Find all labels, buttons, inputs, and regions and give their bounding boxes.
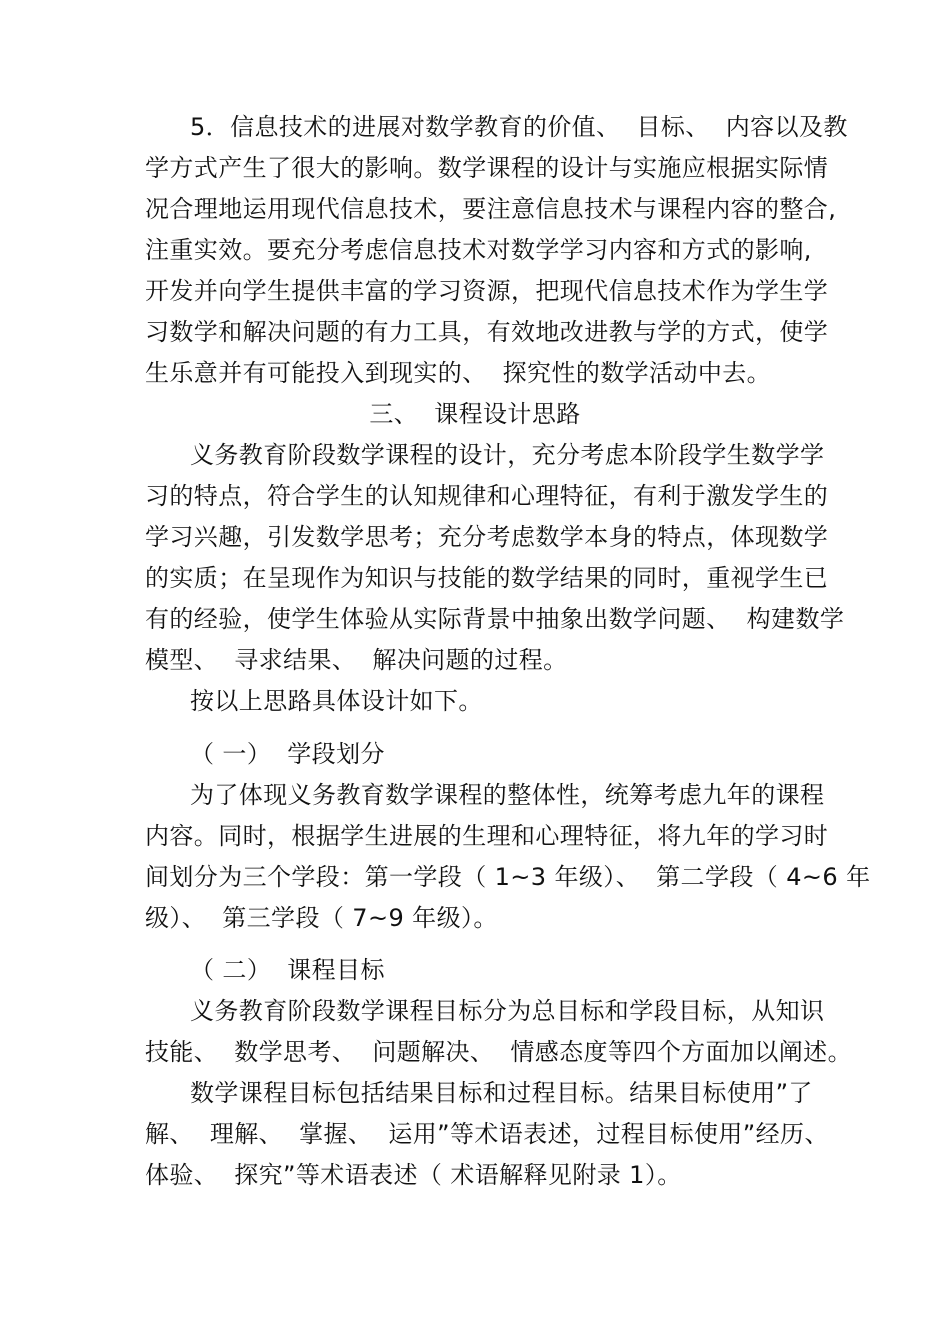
paragraph-line: 学方式产生了很大的影响。数学课程的设计与实施应根据实际情 [145, 154, 829, 182]
paragraph-line: 内容。同时，根据学生进展的生理和心理特征，将九年的学习时 [145, 822, 829, 850]
paragraph-line: 生乐意并有可能投入到现实的、 探究性的数学活动中去。 [145, 359, 772, 387]
paragraph-line: 按以上思路具体设计如下。 [190, 687, 483, 715]
paragraph-line: 的实质；在呈现作为知识与技能的数学结果的同时，重视学生已 [145, 564, 829, 592]
paragraph-line: 体验、 探究”等术语表述（ 术语解释见附录 1）。 [145, 1161, 682, 1189]
section-heading: 三、 课程设计思路 [369, 400, 581, 428]
paragraph-line: 技能、 数学思考、 问题解决、 情感态度等四个方面加以阐述。 [145, 1038, 852, 1066]
paragraph-line: 5．信息技术的进展对数学教育的价值、 目标、 内容以及教 [190, 113, 848, 141]
paragraph-line: 为了体现义务教育数学课程的整体性，统筹考虑九年的课程 [190, 781, 825, 809]
paragraph-line: 义务教育阶段数学课程目标分为总目标和学段目标，从知识 [190, 997, 825, 1025]
paragraph-line: 开发并向学生提供丰富的学习资源，把现代信息技术作为学生学 [145, 277, 829, 305]
paragraph-line: 况合理地运用现代信息技术，要注意信息技术与课程内容的整合, [145, 195, 837, 223]
paragraph-line: 注重实效。要充分考虑信息技术对数学学习内容和方式的影响, [145, 236, 812, 264]
subsection-heading: （ 一） 学段划分 [190, 740, 385, 768]
paragraph-line: 有的经验，使学生体验从实际背景中抽象出数学问题、 构建数学 [145, 605, 845, 633]
paragraph-line: 习的特点，符合学生的认知规律和心理特征，有利于激发学生的 [145, 482, 829, 510]
paragraph-line: 解、 理解、 掌握、 运用”等术语表述，过程目标使用”经历、 [145, 1120, 829, 1148]
paragraph-line: 间划分为三个学段：第一学段（ 1~3 年级）、 第二学段（ 4~6 年 [145, 863, 871, 891]
paragraph-line: 数学课程目标包括结果目标和过程目标。结果目标使用”了 [190, 1079, 813, 1107]
paragraph-line: 模型、 寻求结果、 解决问题的过程。 [145, 646, 568, 674]
paragraph-line: 学习兴趣，引发数学思考；充分考虑数学本身的特点，体现数学 [145, 523, 829, 551]
subsection-heading: （ 二） 课程目标 [190, 956, 385, 984]
paragraph-line: 级）、 第三学段（ 7~9 年级）。 [145, 904, 498, 932]
paragraph-line: 义务教育阶段数学课程的设计，充分考虑本阶段学生数学学 [190, 441, 825, 469]
paragraph-line: 习数学和解决问题的有力工具，有效地改进教与学的方式，使学 [145, 318, 829, 346]
